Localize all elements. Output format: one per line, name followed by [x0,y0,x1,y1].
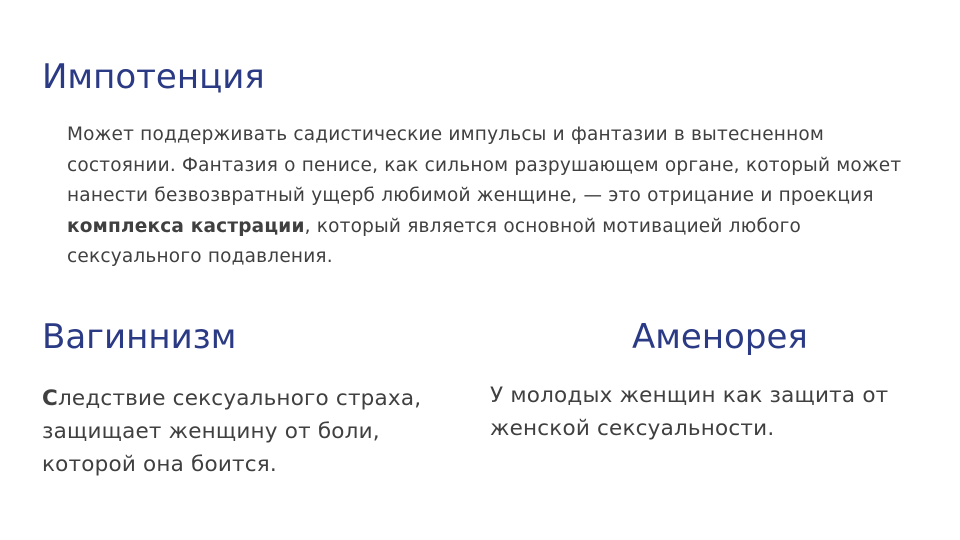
impotence-paragraph [67,120,937,273]
vaginism-paragraph [42,382,462,481]
vaginism-first-letter: С [42,386,58,411]
impotence-heading: Импотенция [42,57,265,97]
amenorrhea-heading: Аменорея [632,317,808,357]
castration-complex-term: комплекса кастрации [67,215,305,237]
vaginism-text: ледствие сексуального страха, защищает женщину от боли, которой она боится. [42,386,422,477]
vaginism-heading: Вагиннизм [42,317,237,357]
amenorrhea-paragraph: У молодых женщин как защита от женской сексуальности. [490,383,889,441]
impotence-text-end: , который является основной мотивацией любого сексуального подавления. [67,215,802,267]
impotence-text-start: Может поддерживать садистические импульсы и фантазии в вытесненном состоянии. Фантазия о пенисе, как сильном разрушающем органе, который может нанести безвозвратный ущерб любимой женщине, — это отрицание и проекция [67,124,902,206]
